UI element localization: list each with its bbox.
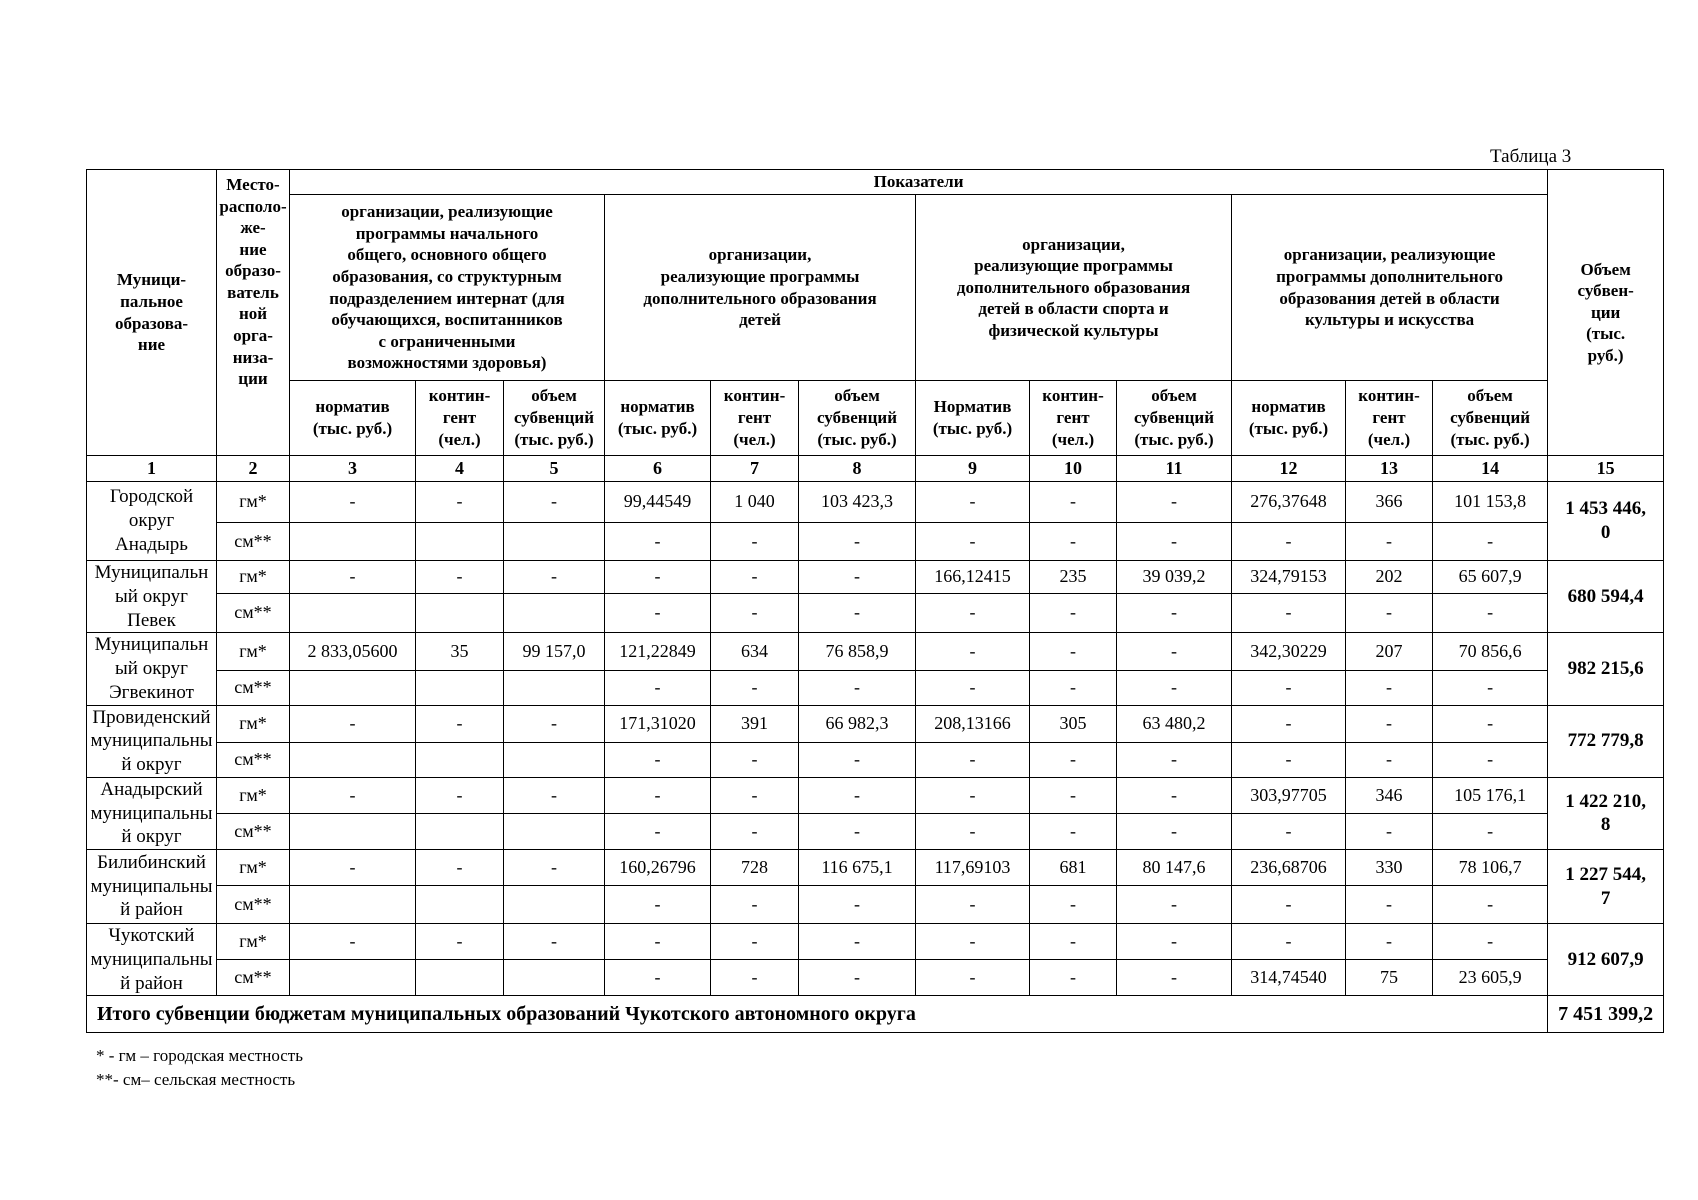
table-row [87,633,1664,671]
table-row [87,924,1664,960]
cell-urban-9: 117,69103 [916,850,1030,886]
column-number: 10 [1030,456,1117,482]
cell-urban-4: - [416,705,504,743]
cell-urban-3: - [290,777,416,813]
cell-rural-5 [504,886,605,924]
header-group-3: организации, реализующие программы дополнительного образования детей в области спорта и физической культуры [916,195,1232,381]
cell-rural-9: - [916,670,1030,705]
cell-rural-6: - [605,523,711,561]
header-group-2: организации, реализующие программы дополнительного образования детей [605,195,916,381]
cell-rural-11: - [1117,960,1232,996]
cell-rural-10: - [1030,523,1117,561]
header-sub-1-3: объем субвенций (тыс. руб.) [504,381,605,456]
cell-rural-11: - [1117,743,1232,778]
cell-urban-6: 99,44549 [605,482,711,523]
header-sub-3-2: контин- гент (чел.) [1030,381,1117,456]
cell-urban-5: 99 157,0 [504,633,605,671]
location-urban: гм* [217,482,290,523]
cell-urban-4: - [416,850,504,886]
cell-urban-5: - [504,561,605,594]
cell-rural-9: - [916,886,1030,924]
cell-urban-13: 202 [1346,561,1433,594]
cell-urban-14: 101 153,8 [1433,482,1548,523]
cell-urban-13: 366 [1346,482,1433,523]
municipality-total: 912 607,9 [1548,924,1664,996]
cell-rural-11: - [1117,523,1232,561]
column-number: 8 [799,456,916,482]
cell-urban-4: - [416,561,504,594]
cell-rural-4 [416,960,504,996]
cell-urban-12: 303,97705 [1232,777,1346,813]
cell-rural-8: - [799,743,916,778]
table-row [87,593,1664,632]
cell-rural-13: - [1346,593,1433,632]
cell-rural-6: - [605,593,711,632]
footnotes [96,1044,303,1092]
location-rural: см** [217,593,290,632]
cell-rural-9: - [916,743,1030,778]
cell-rural-3 [290,813,416,849]
cell-urban-4: - [416,482,504,523]
header-municipality: Муници- пальное образова- ние [87,170,217,456]
table-row [87,705,1664,743]
municipality-total: 772 779,8 [1548,705,1664,777]
cell-urban-10: 681 [1030,850,1117,886]
cell-rural-9: - [916,593,1030,632]
header-group-4: организации, реализующие программы дополнительного образования детей в области культуры и искусства [1232,195,1548,381]
table-row [87,813,1664,849]
cell-rural-5 [504,960,605,996]
cell-urban-9: 166,12415 [916,561,1030,594]
cell-rural-5 [504,593,605,632]
column-number: 12 [1232,456,1346,482]
cell-urban-8: - [799,924,916,960]
cell-rural-8: - [799,813,916,849]
cell-rural-7: - [711,886,799,924]
municipality-name: Городской округ Анадырь [87,482,217,561]
cell-urban-6: - [605,777,711,813]
header-total-volume: Объем субвен- ции (тыс. руб.) [1548,170,1664,456]
cell-rural-14: - [1433,523,1548,561]
municipality-name: Муниципальн ый округ Певек [87,561,217,633]
header-sub-4-2: контин- гент (чел.) [1346,381,1433,456]
table-row [87,670,1664,705]
cell-rural-11: - [1117,593,1232,632]
cell-rural-4 [416,743,504,778]
column-number: 6 [605,456,711,482]
cell-urban-7: - [711,924,799,960]
header-sub-2-1: норматив (тыс. руб.) [605,381,711,456]
cell-urban-13: 207 [1346,633,1433,671]
cell-urban-6: - [605,561,711,594]
header-sub-4-1: норматив (тыс. руб.) [1232,381,1346,456]
cell-rural-6: - [605,813,711,849]
cell-urban-7: 728 [711,850,799,886]
cell-rural-13: - [1346,670,1433,705]
municipality-name: Муниципальн ый округ Эгвекинот [87,633,217,705]
column-number: 2 [217,456,290,482]
table-row [87,960,1664,996]
cell-urban-3: - [290,850,416,886]
municipality-total: 982 215,6 [1548,633,1664,705]
cell-rural-6: - [605,886,711,924]
cell-rural-13: 75 [1346,960,1433,996]
municipality-name: Чукотский муниципальны й район [87,924,217,996]
cell-rural-12: - [1232,670,1346,705]
cell-urban-4: - [416,924,504,960]
cell-rural-6: - [605,743,711,778]
column-number: 7 [711,456,799,482]
cell-rural-12: - [1232,593,1346,632]
grand-total-row [87,996,1664,1033]
cell-urban-10: - [1030,777,1117,813]
cell-rural-12: - [1232,886,1346,924]
cell-rural-14: 23 605,9 [1433,960,1548,996]
cell-urban-9: - [916,633,1030,671]
grand-total-value: 7 451 399,2 [1548,996,1664,1033]
cell-rural-7: - [711,593,799,632]
column-number: 1 [87,456,217,482]
cell-urban-9: - [916,482,1030,523]
cell-urban-13: - [1346,924,1433,960]
column-number: 11 [1117,456,1232,482]
cell-urban-14: 78 106,7 [1433,850,1548,886]
cell-rural-6: - [605,960,711,996]
cell-urban-13: - [1346,705,1433,743]
header-sub-2-3: объем субвенций (тыс. руб.) [799,381,916,456]
cell-urban-11: - [1117,924,1232,960]
cell-urban-5: - [504,777,605,813]
cell-urban-3: - [290,924,416,960]
cell-urban-12: 342,30229 [1232,633,1346,671]
cell-urban-7: 634 [711,633,799,671]
footnote-urban: * - гм – городская местность [96,1046,303,1065]
cell-rural-3 [290,743,416,778]
cell-urban-3: - [290,705,416,743]
cell-urban-6: 171,31020 [605,705,711,743]
header-location: Место- располо- же- ние образо- ватель ной орга- низа- ции [217,170,290,456]
cell-rural-3 [290,960,416,996]
cell-rural-10: - [1030,960,1117,996]
cell-urban-10: 235 [1030,561,1117,594]
location-rural: см** [217,886,290,924]
cell-rural-5 [504,523,605,561]
cell-urban-11: 39 039,2 [1117,561,1232,594]
subsidy-table [86,169,1664,1033]
location-urban: гм* [217,924,290,960]
cell-urban-11: - [1117,482,1232,523]
cell-urban-9: 208,13166 [916,705,1030,743]
cell-rural-10: - [1030,813,1117,849]
municipality-name: Провиденский муниципальны й округ [87,705,217,777]
municipality-name: Билибинский муниципальны й район [87,850,217,924]
cell-rural-7: - [711,743,799,778]
cell-urban-13: 346 [1346,777,1433,813]
cell-urban-8: - [799,777,916,813]
cell-urban-14: - [1433,705,1548,743]
table-row [87,523,1664,561]
cell-urban-5: - [504,924,605,960]
cell-rural-4 [416,813,504,849]
cell-urban-7: - [711,561,799,594]
cell-rural-5 [504,670,605,705]
cell-rural-9: - [916,813,1030,849]
cell-urban-7: 1 040 [711,482,799,523]
cell-urban-12: - [1232,924,1346,960]
location-urban: гм* [217,850,290,886]
cell-urban-8: 76 858,9 [799,633,916,671]
cell-rural-4 [416,886,504,924]
column-number: 4 [416,456,504,482]
cell-urban-11: 63 480,2 [1117,705,1232,743]
cell-urban-8: - [799,561,916,594]
cell-urban-12: 236,68706 [1232,850,1346,886]
cell-rural-11: - [1117,886,1232,924]
location-urban: гм* [217,705,290,743]
column-number: 9 [916,456,1030,482]
cell-rural-10: - [1030,743,1117,778]
cell-rural-13: - [1346,813,1433,849]
cell-urban-10: - [1030,924,1117,960]
cell-rural-12: 314,74540 [1232,960,1346,996]
cell-rural-4 [416,593,504,632]
column-number: 14 [1433,456,1548,482]
grand-total-label: Итого субвенции бюджетам муниципальных образований Чукотского автономного округа [87,996,1548,1033]
location-rural: см** [217,523,290,561]
cell-rural-8: - [799,593,916,632]
cell-urban-6: 121,22849 [605,633,711,671]
location-urban: гм* [217,633,290,671]
cell-urban-11: - [1117,633,1232,671]
cell-rural-3 [290,886,416,924]
cell-urban-11: 80 147,6 [1117,850,1232,886]
location-rural: см** [217,670,290,705]
cell-urban-5: - [504,482,605,523]
cell-rural-8: - [799,523,916,561]
municipality-total: 1 227 544, 7 [1548,850,1664,924]
cell-urban-5: - [504,705,605,743]
header-sub-1-2: контин- гент (чел.) [416,381,504,456]
cell-urban-14: - [1433,924,1548,960]
cell-rural-11: - [1117,813,1232,849]
cell-urban-14: 70 856,6 [1433,633,1548,671]
cell-rural-5 [504,813,605,849]
location-urban: гм* [217,561,290,594]
cell-rural-8: - [799,886,916,924]
table-row [87,850,1664,886]
cell-rural-7: - [711,813,799,849]
header-sub-3-3: объем субвенций (тыс. руб.) [1117,381,1232,456]
municipality-total: 1 422 210, 8 [1548,777,1664,849]
cell-urban-7: - [711,777,799,813]
cell-urban-13: 330 [1346,850,1433,886]
cell-urban-11: - [1117,777,1232,813]
column-number: 15 [1548,456,1664,482]
table-row [87,777,1664,813]
cell-rural-7: - [711,670,799,705]
cell-rural-10: - [1030,593,1117,632]
cell-rural-4 [416,670,504,705]
location-rural: см** [217,813,290,849]
table-row [87,743,1664,778]
table-row [87,886,1664,924]
header-sub-2-2: контин- гент (чел.) [711,381,799,456]
cell-urban-4: - [416,777,504,813]
cell-rural-7: - [711,523,799,561]
cell-urban-12: 276,37648 [1232,482,1346,523]
table-row [87,482,1664,523]
cell-rural-3 [290,670,416,705]
cell-rural-12: - [1232,813,1346,849]
cell-rural-8: - [799,960,916,996]
column-number: 5 [504,456,605,482]
cell-urban-7: 391 [711,705,799,743]
cell-urban-8: 116 675,1 [799,850,916,886]
location-rural: см** [217,960,290,996]
column-number: 3 [290,456,416,482]
cell-urban-9: - [916,924,1030,960]
cell-urban-14: 65 607,9 [1433,561,1548,594]
cell-rural-14: - [1433,743,1548,778]
column-number: 13 [1346,456,1433,482]
cell-rural-3 [290,593,416,632]
cell-urban-10: - [1030,482,1117,523]
cell-rural-14: - [1433,886,1548,924]
cell-rural-4 [416,523,504,561]
cell-urban-12: - [1232,705,1346,743]
cell-urban-8: 103 423,3 [799,482,916,523]
municipality-total: 680 594,4 [1548,561,1664,633]
cell-rural-13: - [1346,886,1433,924]
location-urban: гм* [217,777,290,813]
cell-urban-3: - [290,561,416,594]
cell-rural-5 [504,743,605,778]
cell-urban-10: 305 [1030,705,1117,743]
cell-rural-14: - [1433,813,1548,849]
cell-rural-13: - [1346,523,1433,561]
municipality-total: 1 453 446, 0 [1548,482,1664,561]
cell-rural-9: - [916,523,1030,561]
cell-rural-12: - [1232,523,1346,561]
cell-rural-10: - [1030,670,1117,705]
header-sub-1-1: норматив (тыс. руб.) [290,381,416,456]
cell-urban-6: 160,26796 [605,850,711,886]
cell-urban-5: - [504,850,605,886]
cell-urban-14: 105 176,1 [1433,777,1548,813]
cell-rural-7: - [711,960,799,996]
cell-urban-6: - [605,924,711,960]
cell-urban-4: 35 [416,633,504,671]
footnote-rural: **- см– сельская местность [96,1070,296,1089]
location-rural: см** [217,743,290,778]
header-group-1: организации, реализующие программы начального общего, основного общего образования, со структурным подразделением интернат (для обучающихся, воспитанников с ограниченными возможностями здоровья) [290,195,605,381]
municipality-name: Анадырский муниципальны й округ [87,777,217,849]
header-sub-3-1: Норматив (тыс. руб.) [916,381,1030,456]
table-caption: Таблица 3 [1490,146,1572,167]
cell-rural-3 [290,523,416,561]
cell-rural-8: - [799,670,916,705]
cell-urban-3: - [290,482,416,523]
cell-rural-14: - [1433,593,1548,632]
cell-rural-14: - [1433,670,1548,705]
cell-rural-9: - [916,960,1030,996]
table-row [87,561,1664,594]
header-indicators: Показатели [290,170,1548,195]
cell-urban-12: 324,79153 [1232,561,1346,594]
cell-rural-6: - [605,670,711,705]
cell-urban-9: - [916,777,1030,813]
header-sub-4-3: объем субвенций (тыс. руб.) [1433,381,1548,456]
cell-rural-13: - [1346,743,1433,778]
cell-urban-10: - [1030,633,1117,671]
cell-urban-8: 66 982,3 [799,705,916,743]
cell-rural-12: - [1232,743,1346,778]
cell-urban-3: 2 833,05600 [290,633,416,671]
cell-rural-11: - [1117,670,1232,705]
cell-rural-10: - [1030,886,1117,924]
